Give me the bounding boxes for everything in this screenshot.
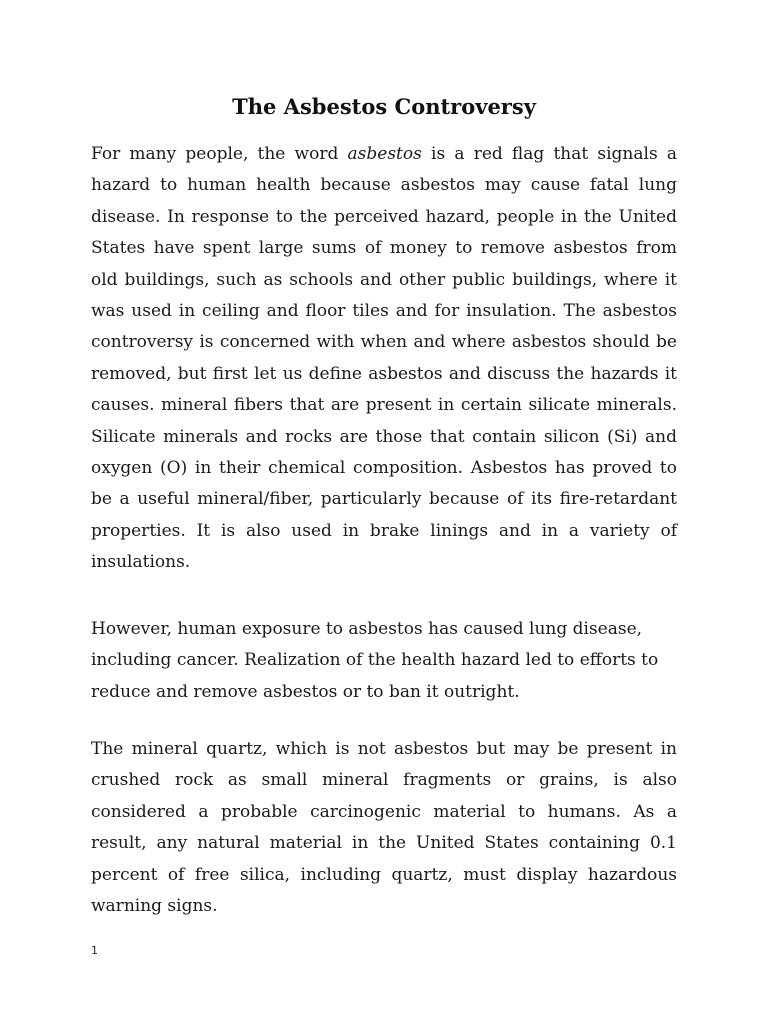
paragraph-health-hazard: However, human exposure to asbestos has caused lung disease, including cancer. Realization of the health hazard led to efforts to reduce and remove asbestos or to ban it outright. xyxy=(91,619,659,702)
paragraph-intro xyxy=(91,139,677,579)
paragraph-intro-lead: For many people, the word xyxy=(91,144,348,164)
paragraph-quartz: The mineral quartz, which is not asbestos but may be present in crushed rock as small mineral fragments or grains, is also considered a probable carcinogenic material to humans. As a result, any natural material in the United States containing 0.1 percent of free silica, including quartz, must display hazardous warning signs. xyxy=(91,739,677,917)
page-title: The Asbestos Controversy xyxy=(232,94,536,119)
emphasized-term: asbestos xyxy=(347,144,422,164)
page-number: 1 xyxy=(91,944,98,957)
paragraph-intro-body: is a red flag that signals a hazard to human health because asbestos may cause fatal lung disease. In response to the perceived hazard, people in the United States have spent large sums of money to remove asbestos from old buildings, such as schools and other public buildings, where it was used in ceiling and floor tiles and for insulation. The asbestos controversy is concerned with when and where asbestos should be removed, but first let us define asbestos and discuss the hazards it causes. mineral fibers that are present in certain silicate minerals. Silicate minerals and rocks are those that contain silicon (Si) and oxygen (O) in their chemical composition. Asbestos has proved to be a useful mineral/fiber, particularly because of its fire-retardant properties. It is also used in brake linings and in a variety of insulations. xyxy=(91,144,677,573)
